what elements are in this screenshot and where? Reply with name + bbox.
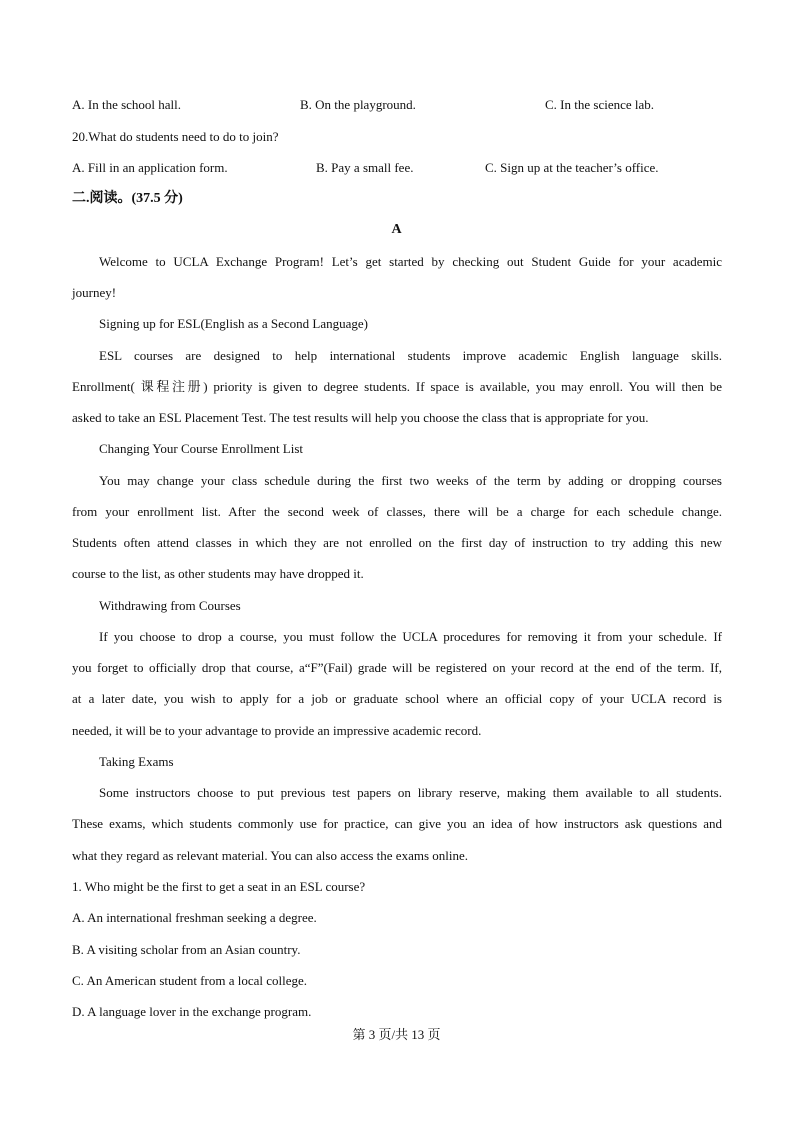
changing-line-4: course to the list, as other students may have dropped it. [72, 566, 364, 581]
q1-option-b: B. A visiting scholar from an Asian country. [72, 942, 301, 957]
exams-line-1: Some instructors choose to put previous test papers on library reserve, making them available to all students. [99, 785, 722, 800]
changing-line-1: You may change your class schedule during the first two weeks of the term by adding or dropping courses [99, 473, 722, 488]
q20-option-a: A. Fill in an application form. [72, 160, 228, 175]
passage-label: A [391, 222, 402, 237]
section-heading: 二.阅读。(37.5 分) [72, 191, 183, 206]
changing-line-2: from your enrollment list. After the second week of classes, there will be a charge for each schedule change. [72, 504, 722, 519]
section-title-changing: Changing Your Course Enrollment List [99, 441, 304, 456]
exams-line-3: what they regard as relevant material. You can also access the exams online. [72, 848, 468, 863]
exams-line-2: These exams, which students commonly use for practice, can give you an idea of how instructors ask questions and [72, 816, 722, 831]
changing-line-3: Students often attend classes in which they are not enrolled on the first day of instruction to try adding this new [72, 535, 722, 550]
withdrawing-line-4: needed, it will be to your advantage to provide an impressive academic record. [72, 723, 482, 738]
q1-question: 1. Who might be the first to get a seat in an ESL course? [72, 879, 366, 894]
intro-line-1: Welcome to UCLA Exchange Program! Let’s get started by checking out Student Guide for your academic [99, 254, 722, 269]
q19-option-c: C. In the science lab. [545, 97, 655, 112]
section-title-esl: Signing up for ESL(English as a Second Language) [99, 316, 368, 331]
q20-option-c: C. Sign up at the teacher’s office. [485, 160, 659, 175]
esl-line-1: ESL courses are designed to help international students improve academic English language skills. [99, 348, 722, 363]
q1-option-d: D. A language lover in the exchange program. [72, 1004, 312, 1019]
q20-option-b: B. Pay a small fee. [316, 160, 414, 175]
q1-option-a: A. An international freshman seeking a degree. [72, 910, 317, 925]
section-title-withdrawing: Withdrawing from Courses [99, 598, 241, 613]
q19-option-a: A. In the school hall. [72, 97, 182, 112]
esl-line-2: Enrollment( 课程注册) priority is given to degree students. If space is available, you may enroll. You will then be [72, 379, 722, 394]
q19-option-b: B. On the playground. [300, 97, 416, 112]
q1-option-c: C. An American student from a local college. [72, 973, 308, 988]
withdrawing-line-2: you forget to officially drop that course, a“F”(Fail) grade will be registered on your record at the end of the term. If, [72, 660, 722, 675]
intro-line-2: journey! [72, 285, 117, 300]
section-title-exams: Taking Exams [99, 754, 174, 769]
page-footer: 第 3 页/共 13 页 [352, 1027, 441, 1042]
withdrawing-line-3: at a later date, you wish to apply for a job or graduate school where an official copy of your UCLA record is [72, 691, 722, 706]
esl-line-3: asked to take an ESL Placement Test. The test results will help you choose the class that is appropriate for you. [72, 410, 649, 425]
withdrawing-line-1: If you choose to drop a course, you must follow the UCLA procedures for removing it from your schedule. If [99, 629, 722, 644]
q20-question: 20.What do students need to do to join? [72, 129, 279, 144]
